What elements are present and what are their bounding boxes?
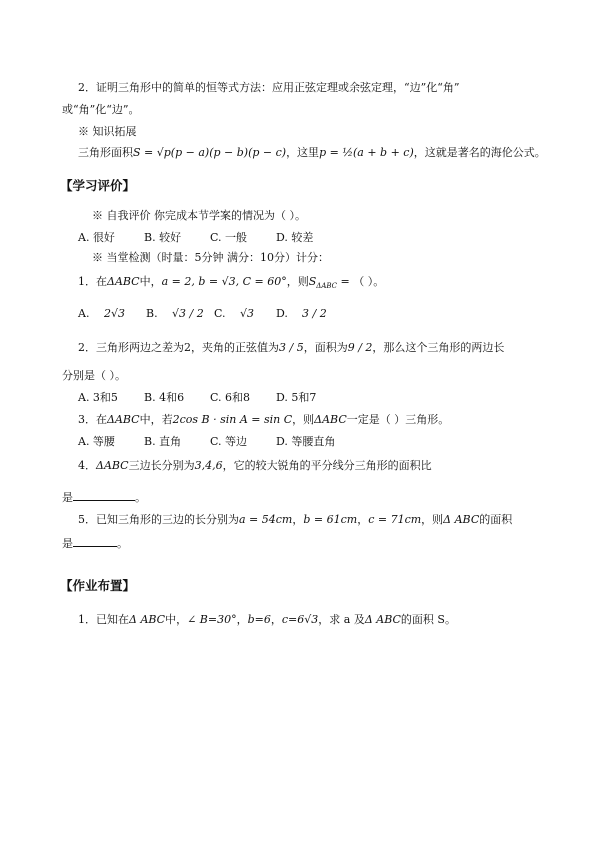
question-5: 5．已知三角形的三边的长分别为a = 54cm，b = 61cm，c = 71cm，则Δ ABC的面积: [78, 513, 513, 526]
q1-option-b-value: √3 / 2: [172, 307, 204, 320]
question-4-line-2: 是 。: [62, 488, 146, 506]
option-b: B. 较好: [144, 231, 182, 244]
q1-option-c-value: √3: [240, 307, 255, 320]
option-c: C. 一般: [210, 231, 248, 244]
option-a: A. 很好: [78, 231, 115, 244]
self-evaluation: ※ 自我评价 你完成本节学案的情况为（ ）。: [92, 209, 306, 222]
question-2-options: A. 3和5 B. 4和6 C. 6和8 D. 5和7: [78, 391, 317, 404]
question-5-line-2: 是 。: [62, 534, 128, 552]
q2-sine-fraction: 3 / 5: [279, 341, 304, 354]
question-1-options: A. 2√3 B. √3 / 2 C. √3 D. 3 / 2: [78, 304, 327, 324]
question-2: 2．三角形两边之差为2，夹角的正弦值为3 / 5，面积为9 / 2，那么这个三角形的两边长: [78, 341, 505, 354]
question-1: 1．在ΔABC中，a = 2, b = √3, C = 60°，则$S_{\Delta ABC}$ = （ ）。: [78, 275, 385, 291]
method-line-1: 2．证明三角形中的简单的恒等式方法：应用正弦定理或余弦定理，“边”化“角”: [78, 81, 460, 94]
answer-blank[interactable]: [73, 488, 135, 501]
q1-option-a-value: 2√3: [104, 307, 126, 320]
heron-formula-line: 三角形面积S = √p(p − a)(p − b)(p − c)，这里p = ½(a + b + c)，这就是著名的海伦公式。: [78, 146, 546, 159]
section-heading-evaluation: 【学习评价】: [60, 178, 136, 193]
answer-blank[interactable]: [73, 534, 117, 547]
q3-equation: 2cos B · sin A = sin C: [172, 413, 293, 426]
extension-title: ※ 知识拓展: [78, 125, 137, 138]
section-heading-homework: 【作业布置】: [60, 578, 136, 593]
homework-1: 1．已知在Δ ABC中，∠ B=30°，b=6，c=6√3，求 a 及Δ ABC的面积 S。: [78, 613, 456, 626]
question-4: 4．ΔABC三边长分别为3,4,6，它的较大锐角的平分线分三角形的面积比: [78, 459, 432, 472]
method-line-2: 或“角”化“边”。: [62, 103, 140, 116]
q2-area-fraction: 9 / 2: [347, 341, 373, 354]
question-3: 3．在ΔABC中，若2cos B · sin A = sin C，则ΔABC一定是（ ）三角形。: [78, 413, 450, 426]
question-3-options: A. 等腰 B. 直角 C. 等边 D. 等腰直角: [78, 435, 336, 448]
self-evaluation-options: [78, 230, 313, 246]
area-formula: S = √p(p − a)(p − b)(p − c): [133, 146, 287, 159]
q1-option-d-value: 3 / 2: [302, 307, 327, 320]
semi-perimeter-formula: p = ½(a + b + c): [319, 146, 414, 159]
option-d: D. 较差: [276, 231, 314, 244]
quiz-header: ※ 当堂检测（时量：5分钟 满分：10分）计分：: [92, 251, 329, 264]
q1-given-values: a = 2, b = √3, C = 60°: [161, 275, 287, 288]
question-2-line-2: 分别是（ ）。: [62, 369, 126, 382]
